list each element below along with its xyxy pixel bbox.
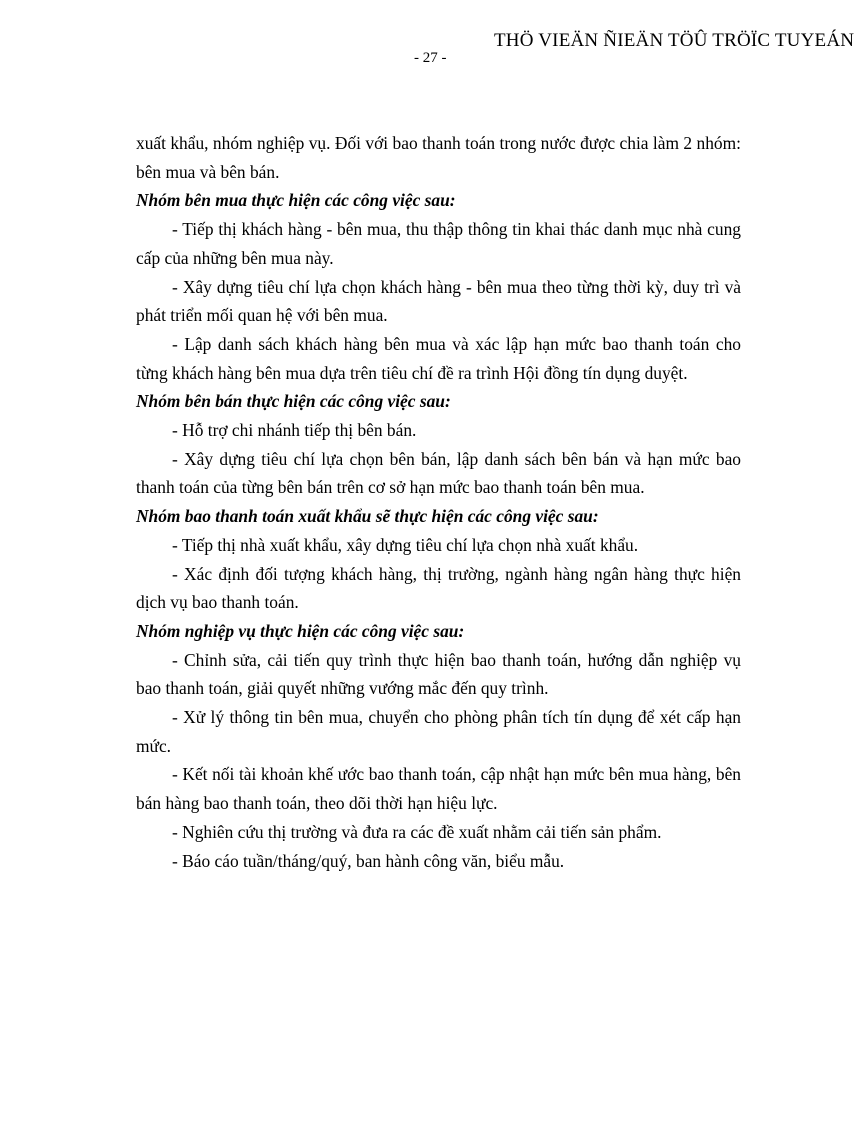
list-item: - Xác định đối tượng khách hàng, thị trường, ngành hàng ngân hàng thực hiện dịch vụ bao thanh toán. (136, 563, 741, 613)
section-heading-seller-group: Nhóm bên bán thực hiện các công việc sau: (136, 391, 451, 412)
list-item: - Chỉnh sửa, cải tiến quy trình thực hiện bao thanh toán, hướng dẫn nghiệp vụ bao thanh toán, giải quyết những vướng mắc đến quy trình. (136, 649, 741, 699)
list-item: - Xây dựng tiêu chí lựa chọn bên bán, lập danh sách bên bán và hạn mức bao thanh toán của từng bên bán trên cơ sở hạn mức bao thanh toán bên mua. (136, 448, 741, 498)
section-heading-export-factoring-group: Nhóm bao thanh toán xuất khẩu sẽ thực hiện các công việc sau: (136, 506, 599, 527)
list-item: - Lập danh sách khách hàng bên mua và xác lập hạn mức bao thanh toán cho từng khách hàng bên mua dựa trên tiêu chí đề ra trình Hội đồng tín dụng duyệt. (136, 333, 741, 383)
section-heading-operations-group: Nhóm nghiệp vụ thực hiện các công việc sau: (136, 620, 465, 641)
header-watermark: THÖ VIEÄN ÑIEÄN TÖÛ TRÖÏC TUYEÁN (494, 30, 854, 51)
page-number: - 27 - (414, 50, 447, 66)
body-paragraph: xuất khẩu, nhóm nghiệp vụ. Đối với bao thanh toán trong nước được chia làm 2 nhóm: bên mua và bên bán. (136, 133, 741, 182)
list-item: - Xây dựng tiêu chí lựa chọn khách hàng - bên mua theo từng thời kỳ, duy trì và phát triển mối quan hệ với bên mua. (136, 276, 741, 326)
list-item: - Báo cáo tuần/tháng/quý, ban hành công văn, biểu mẫu. (172, 850, 565, 871)
list-item: - Tiếp thị nhà xuất khẩu, xây dựng tiêu chí lựa chọn nhà xuất khẩu. (172, 534, 639, 555)
document-body (136, 129, 741, 875)
list-item: - Hỗ trợ chi nhánh tiếp thị bên bán. (172, 420, 417, 441)
section-heading-buyer-group: Nhóm bên mua thực hiện các công việc sau: (136, 190, 456, 211)
list-item: - Xử lý thông tin bên mua, chuyển cho phòng phân tích tín dụng để xét cấp hạn mức. (136, 707, 741, 756)
list-item: - Nghiên cứu thị trường và đưa ra các đề xuất nhằm cải tiến sản phẩm. (172, 821, 662, 842)
list-item: - Tiếp thị khách hàng - bên mua, thu thập thông tin khai thác danh mục nhà cung cấp của những bên mua này. (136, 219, 741, 268)
list-item: - Kết nối tài khoản khế ước bao thanh toán, cập nhật hạn mức bên mua hàng, bên bán hàng bao thanh toán, theo dõi thời hạn hiệu lực. (136, 764, 741, 814)
